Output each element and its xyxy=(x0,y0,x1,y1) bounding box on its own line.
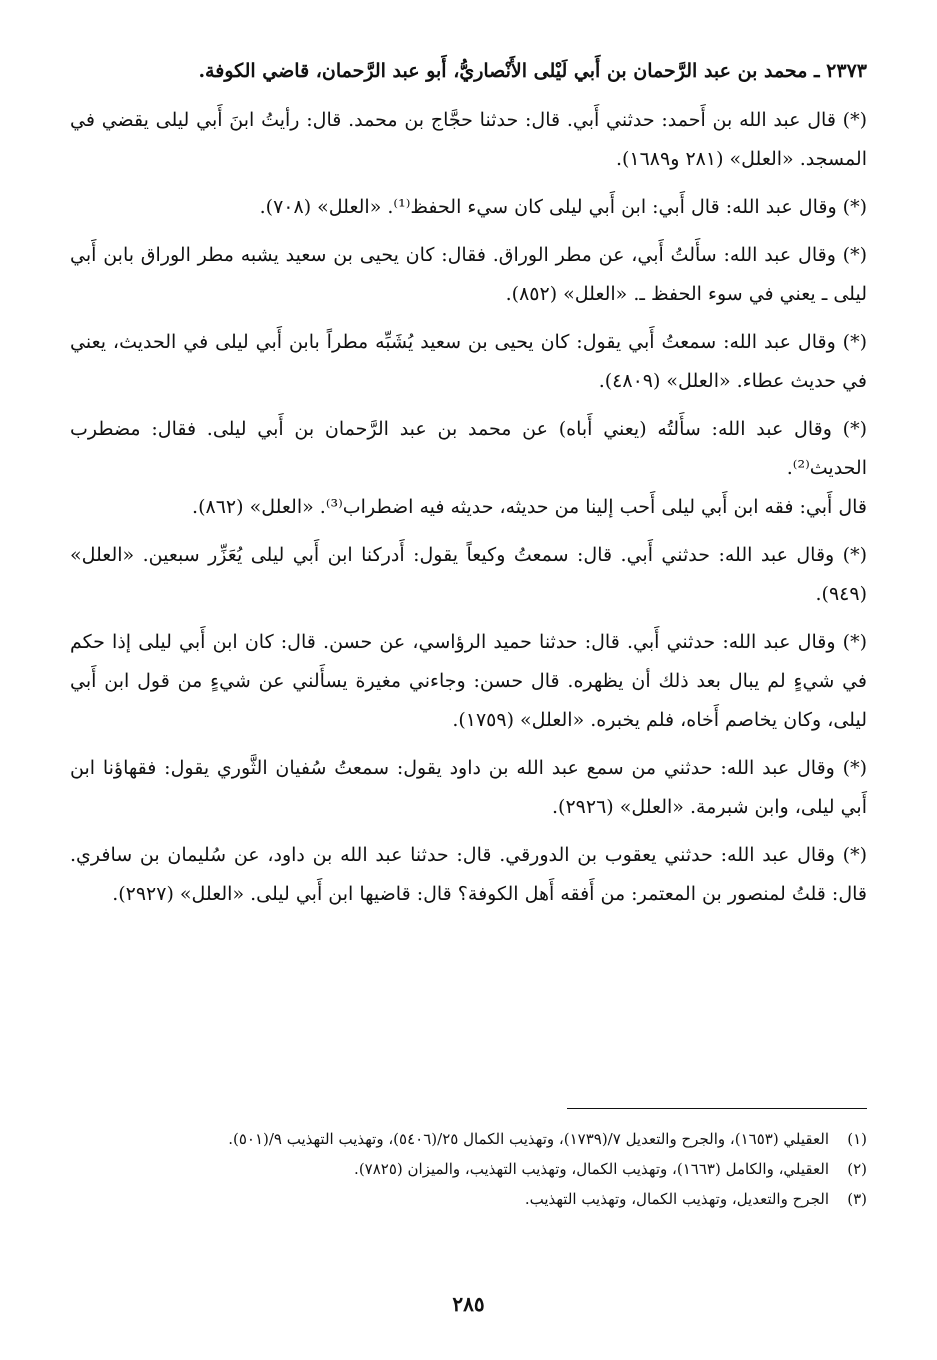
footnote xyxy=(70,1156,867,1182)
footnote xyxy=(70,1186,867,1212)
footnote-text: الجرح والتعديل، وتهذيب الكمال، وتهذيب التهذيب. xyxy=(524,1190,829,1208)
narration-paragraph: (*) وقال عبد الله: سأَلتُ أَبي، عن مطر الوراق. فقال: كان يحيى بن سعيد يشبه مطر الوراق بابن أَبي ليلى ـ يعني في سوء الحفظ ـ. «العلل» (٨٥٢). xyxy=(70,244,867,305)
narration-paragraph: (*) وقال عبد الله: حدثني يعقوب بن الدورقي. قال: حدثنا عبد الله بن داود، عن سُليمان بن سافري. قال: قلتُ لمنصور بن المعتمر: من أَفقه أَهل الكوفة؟ قال: قاضيها ابن أَبي ليلى. «العلل» (٢٩٢٧). xyxy=(70,844,867,905)
footnote-number: (٣) xyxy=(847,1190,867,1208)
footnotes xyxy=(70,1126,867,1216)
narration-entry xyxy=(70,323,867,401)
footnote-number: (٢) xyxy=(847,1160,867,1178)
main-text xyxy=(70,52,867,923)
narration-entry xyxy=(70,749,867,827)
narration-entry xyxy=(70,236,867,314)
footnote-text: العقيلي (١٦٥٣)، والجرح والتعديل ٧/(١٧٣٩)، وتهذيب الكمال ٢٥/(٥٤٠٦)، وتهذيب التهذيب ٩/(٥٠١). xyxy=(228,1130,829,1148)
footnote xyxy=(70,1126,867,1152)
narration-paragraph: قال أَبي: فقه ابن أَبي ليلى أَحب إلينا من حديثه، حديثه فيه اضطراب⁽³⁾. «العلل» (٨٦٢). xyxy=(192,496,867,518)
narration-paragraph: (*) وقال عبد الله: سأَلتُه (يعني أَباه) عن محمد بن عبد الرَّحمان بن أَبي ليلى. فقال: مضطرب الحديث⁽²⁾. xyxy=(70,418,867,479)
narration-entry xyxy=(70,836,867,914)
narration-paragraph: (*) وقال عبد الله: حدثني أَبي. قال: سمعتُ وكيعاً يقول: أَدركنا ابن أَبي ليلى يُعَزِّر سبعين. «العلل» (٩٤٩). xyxy=(70,544,867,605)
entries-list xyxy=(70,101,867,914)
footnote-text: العقيلي، والكامل (١٦٦٣)، وتهذيب الكمال، وتهذيب التهذيب، والميزان (٧٨٢٥). xyxy=(354,1160,829,1178)
narration-paragraph: (*) وقال عبد الله: قال أَبي: ابن أَبي ليلى كان سيء الحفظ⁽¹⁾. «العلل» (٧٠٨). xyxy=(259,196,867,218)
narration-entry xyxy=(70,536,867,614)
narration-entry xyxy=(70,101,867,179)
page-number: ٢٨٥ xyxy=(452,1292,485,1316)
footnote-divider xyxy=(567,1108,867,1109)
narration-paragraph: (*) وقال عبد الله: حدثني من سمع عبد الله بن داود يقول: سمعتُ سُفيان الثَّوري يقول: فقهاؤنا ابن أَبي ليلى، وابن شبرمة. «العلل» (٢٩٢٦). xyxy=(70,757,867,818)
footnote-number: (١) xyxy=(847,1130,867,1148)
narration-paragraph: (*) قال عبد الله بن أَحمد: حدثني أَبي. قال: حدثنا حجَّاج بن محمد. قال: رأيتُ ابنَ أَبي ليلى يقضي في المسجد. «العلل» (٢٨١ و١٦٨٩). xyxy=(70,109,867,170)
narration-paragraph: (*) وقال عبد الله: حدثني أَبي. قال: حدثنا حميد الرؤاسي، عن حسن. قال: كان ابن أَبي ليلى إذا حكم في شيءٍ لم يبال بعد ذلك أن يظهره. قال حسن: وجاءني مغيرة يسأَلني عن شيءٍ من قول ابن أَبي ليلى، وكان يخاصم أَخاه، فلم يخبره. «العلل» (١٧٥٩). xyxy=(70,631,867,731)
narration-paragraph: (*) وقال عبد الله: سمعتُ أَبي يقول: كان يحيى بن سعيد يُشَبِّه مطراً بابن أَبي ليلى في الحديث، يعني في حديث عطاء. «العلل» (٤٨٠٩). xyxy=(70,331,867,392)
narration-entry xyxy=(70,188,867,227)
narration-entry xyxy=(70,623,867,740)
entry-heading: ٢٣٧٣ ـ محمد بن عبد الرَّحمان بن أَبي لَيْلى الأَنْصاريُّ، أَبو عبد الرَّحمان، قاضي الكوفة. xyxy=(198,60,867,82)
narration-entry xyxy=(70,410,867,527)
